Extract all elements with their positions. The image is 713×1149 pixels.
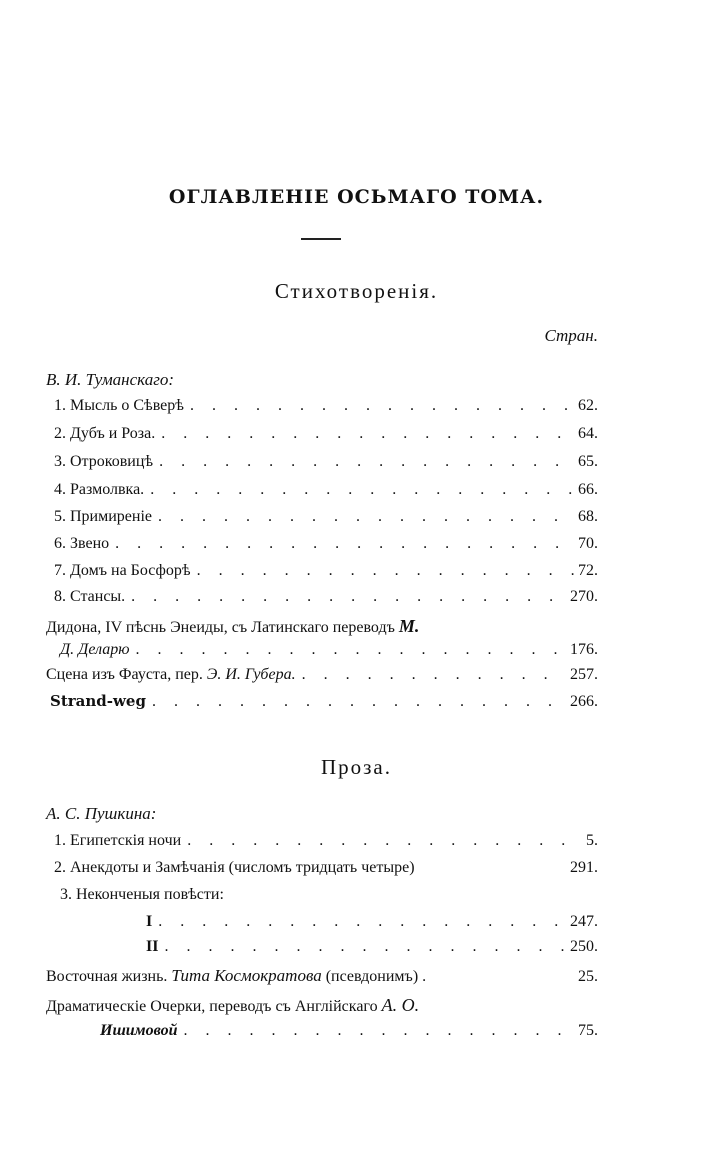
toc-entry <box>54 562 598 584</box>
entry-page: 75. <box>578 1022 598 1039</box>
dot-leader <box>155 425 574 443</box>
entry-label: II <box>146 938 159 955</box>
entry-label: Strand-weg <box>50 692 146 710</box>
entry-page: 250. <box>570 938 598 955</box>
entry-label: Сцена изъ Фауста, пер. <box>46 666 203 683</box>
toc-entry <box>60 886 224 904</box>
toc-entry-faust <box>46 666 598 688</box>
entry-label: 3. Неконченыя повѣсти: <box>60 886 224 903</box>
dot-leader <box>184 397 574 415</box>
author-tumansky: В. И. Туманскаго: <box>46 370 174 389</box>
toc-entry <box>54 832 598 854</box>
entry-page: 270. <box>570 588 598 605</box>
toc-entry <box>54 588 598 610</box>
entry-page: 66. <box>578 481 598 498</box>
entry-page: 25. <box>578 968 598 985</box>
entry-page: 68. <box>578 508 598 525</box>
entry-label: 2. Дубъ и Роза. <box>54 425 156 442</box>
entry-label: 1. Мысль о Сѣверѣ <box>54 397 184 414</box>
toc-entry-dramatic-line2 <box>100 1022 598 1044</box>
entry-note: (псевдонимъ) <box>325 968 419 985</box>
entry-page: 291. <box>570 859 598 876</box>
entry-page: 257. <box>570 666 598 683</box>
entry-label: 8. Стансы. <box>54 588 126 605</box>
entry-label: 6. Звено <box>54 535 110 552</box>
entry-author: Тита Космократова <box>171 966 322 985</box>
toc-entry <box>54 859 598 881</box>
entry-label: 2. Анекдоты и Замѣчанія (числомъ тридцать четыре) <box>54 859 415 876</box>
dot-leader <box>130 641 566 659</box>
dot-leader <box>144 481 574 499</box>
entry-label: Дидона, IV пѣснь Энеиды, съ Латинскаго переводъ <box>46 619 395 636</box>
dot-leader <box>191 562 574 580</box>
toc-entry-dramatic-line1 <box>46 995 419 1016</box>
dot-leader <box>296 666 566 684</box>
page-title: ОГЛАВЛЕНІЕ ОСЬМАГО ТОМА. <box>168 186 545 208</box>
dot-leader <box>177 1022 574 1040</box>
author-pushkin: А. С. Пушкина: <box>46 804 157 823</box>
dot-leader <box>125 588 566 606</box>
entry-page: 72. <box>578 562 598 579</box>
toc-entry-strand <box>50 692 598 714</box>
entry-label: Восточная жизнь. <box>46 968 168 985</box>
dot-leader <box>181 832 582 850</box>
dot-leader <box>158 938 566 956</box>
toc-entry <box>54 453 598 475</box>
entry-label: 3. Отроковицѣ <box>54 453 154 470</box>
toc-entry <box>54 535 598 557</box>
entry-translator: Э. И. Губера. <box>206 666 296 683</box>
entry-label: 4. Размолвка. <box>54 481 145 498</box>
entry-label: 7. Домъ на Босфорѣ <box>54 562 191 579</box>
entry-page: 5. <box>586 832 598 849</box>
title-divider <box>301 238 341 240</box>
section-heading-poetry: Стихотворенія. <box>274 279 439 303</box>
page-column-label: Стран. <box>544 326 598 345</box>
section-heading-prose: Проза. <box>320 755 393 779</box>
toc-entry <box>54 508 598 530</box>
dot-leader <box>152 508 574 526</box>
entry-translator: М. <box>398 616 420 636</box>
toc-subentry <box>146 938 598 960</box>
dot-leader <box>153 453 574 471</box>
toc-entry-eastern: Восточная жизнь. Тита Космократова (псевдонимъ) . 25. <box>46 966 598 985</box>
entry-label: Драматическіе Очерки, переводъ съ Англійскаго <box>46 998 378 1015</box>
entry-translator: Д. Деларю <box>60 641 130 658</box>
toc-entry <box>54 425 598 447</box>
entry-label: 1. Египетскія ночи <box>54 832 182 849</box>
entry-page: 266. <box>570 693 598 710</box>
toc-entry-dido-line2 <box>60 641 598 663</box>
toc-subentry <box>146 913 598 935</box>
toc-entry <box>54 397 598 419</box>
entry-page: 176. <box>570 641 598 658</box>
entry-translator: Ишимовой <box>100 1022 178 1039</box>
toc-entry-dido-line1 <box>46 616 419 637</box>
toc-entry <box>54 481 598 503</box>
entry-page: 65. <box>578 453 598 470</box>
entry-page: 64. <box>578 425 598 442</box>
dot-leader <box>152 913 566 931</box>
entry-page: 247. <box>570 913 598 930</box>
entry-page: 62. <box>578 397 598 414</box>
entry-label: 5. Примиреніе <box>54 508 153 525</box>
dot-leader <box>146 693 566 711</box>
entry-page: 70. <box>578 535 598 552</box>
dot-leader <box>109 535 574 553</box>
entry-translator: А. О. <box>381 995 420 1015</box>
entry-label: I <box>146 913 153 930</box>
